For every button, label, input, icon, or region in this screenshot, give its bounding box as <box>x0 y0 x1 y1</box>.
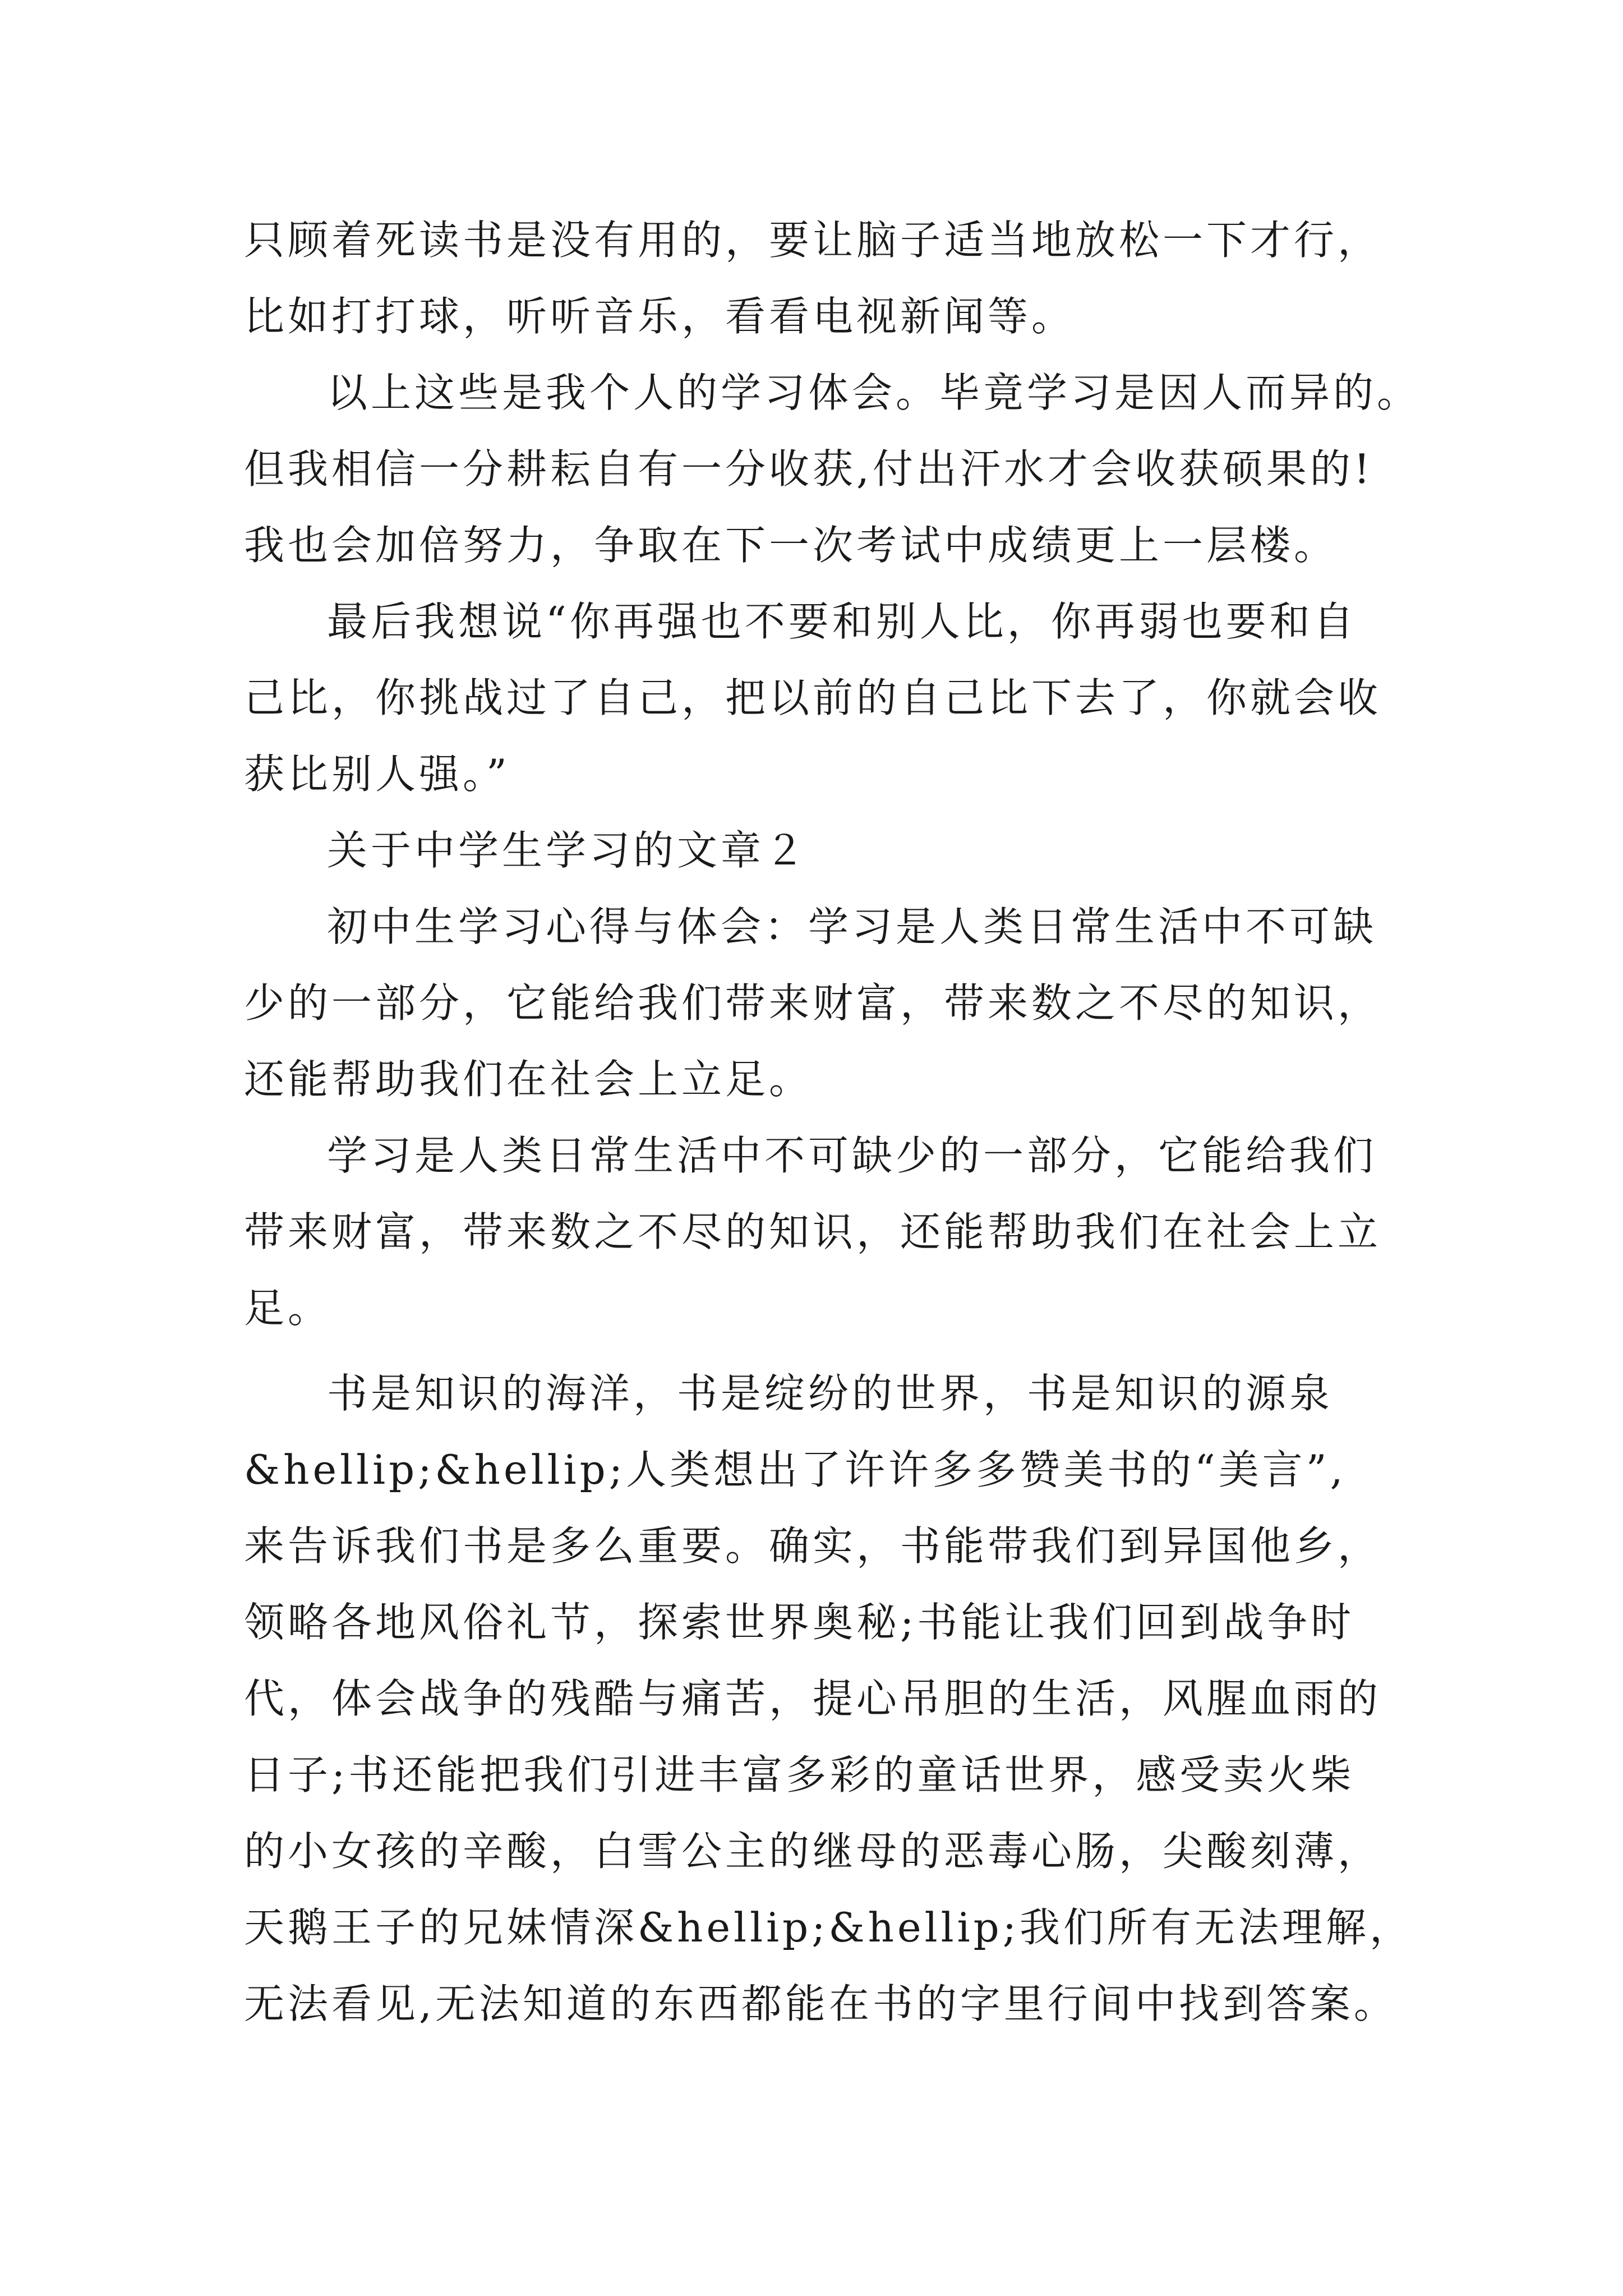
paragraph-5 <box>244 889 1422 1117</box>
document-body <box>244 202 1422 2042</box>
text-line: 我也会加倍努力，争取在下一次考试中成绩更上一层楼。 <box>244 522 1338 569</box>
paragraph-3 <box>244 583 1422 812</box>
text-line: &hellip;&hellip;人类想出了许许多多赞美书的“美言”, <box>244 1446 1347 1493</box>
text-line: 比如打打球，听听音乐，看看电视新闻等。 <box>244 293 1076 340</box>
text-line: 的小女孩的辛酸，白雪公主的继母的恶毒心肠，尖酸刻薄， <box>244 1828 1382 1875</box>
text-line: 只顾着死读书是没有用的，要让脑子适当地放松一下才行， <box>244 217 1382 264</box>
text-line: 但我相信一分耕耘自有一分收获,付出汗水才会收获硕果的! <box>244 445 1373 493</box>
text-line: 日子;书还能把我们引进丰富多彩的童话世界，感受卖火柴 <box>244 1751 1355 1798</box>
text-line: 学习是人类日常生活中不可缺少的一部分，它能给我们 <box>327 1132 1377 1179</box>
text-line: 天鹅王子的兄妹情深&hellip;&hellip;我们所有无法理解， <box>244 1904 1414 1951</box>
text-line: 己比，你挑战过了自己，把以前的自己比下去了，你就会收 <box>244 674 1382 721</box>
paragraph-1 <box>244 202 1422 355</box>
section-heading <box>244 812 1422 889</box>
text-line: 代，体会战争的残酷与痛苦，提心吊胆的生活，风腥血雨的 <box>244 1675 1382 1722</box>
text-line: 足。 <box>244 1285 332 1332</box>
text-line: 来告诉我们书是多么重要。确实，书能带我们到异国他乡， <box>244 1522 1382 1570</box>
text-line: 领略各地风俗礼节，探索世界奥秘;书能让我们回到战争时 <box>244 1599 1355 1646</box>
text-line: 最后我想说“你再强也不要和别人比，你再弱也要和自 <box>327 598 1357 645</box>
text-line: 带来财富，带来数之不尽的知识，还能帮助我们在社会上立 <box>244 1208 1382 1255</box>
heading-line: 关于中学生学习的文章２ <box>327 827 809 874</box>
paragraph-6 <box>244 1117 1422 1346</box>
text-line: 书是知识的海洋，书是绽纷的世界，书是知识的源泉 <box>327 1370 1334 1417</box>
text-line: 初中生学习心得与体会：学习是人类日常生活中不可缺 <box>327 903 1377 950</box>
text-line: 获比别人强。” <box>244 751 510 798</box>
paragraph-7 <box>244 1355 1422 2042</box>
text-line: 以上这些是我个人的学习体会。毕竟学习是因人而异的。 <box>327 369 1421 416</box>
text-line: 无法看见,无法知道的东西都能在书的字里行间中找到答案。 <box>244 1980 1398 2027</box>
paragraph-2 <box>244 355 1422 583</box>
text-line: 还能帮助我们在社会上立足。 <box>244 1056 813 1103</box>
text-line: 少的一部分，它能给我们带来财富，带来数之不尽的知识， <box>244 979 1382 1027</box>
